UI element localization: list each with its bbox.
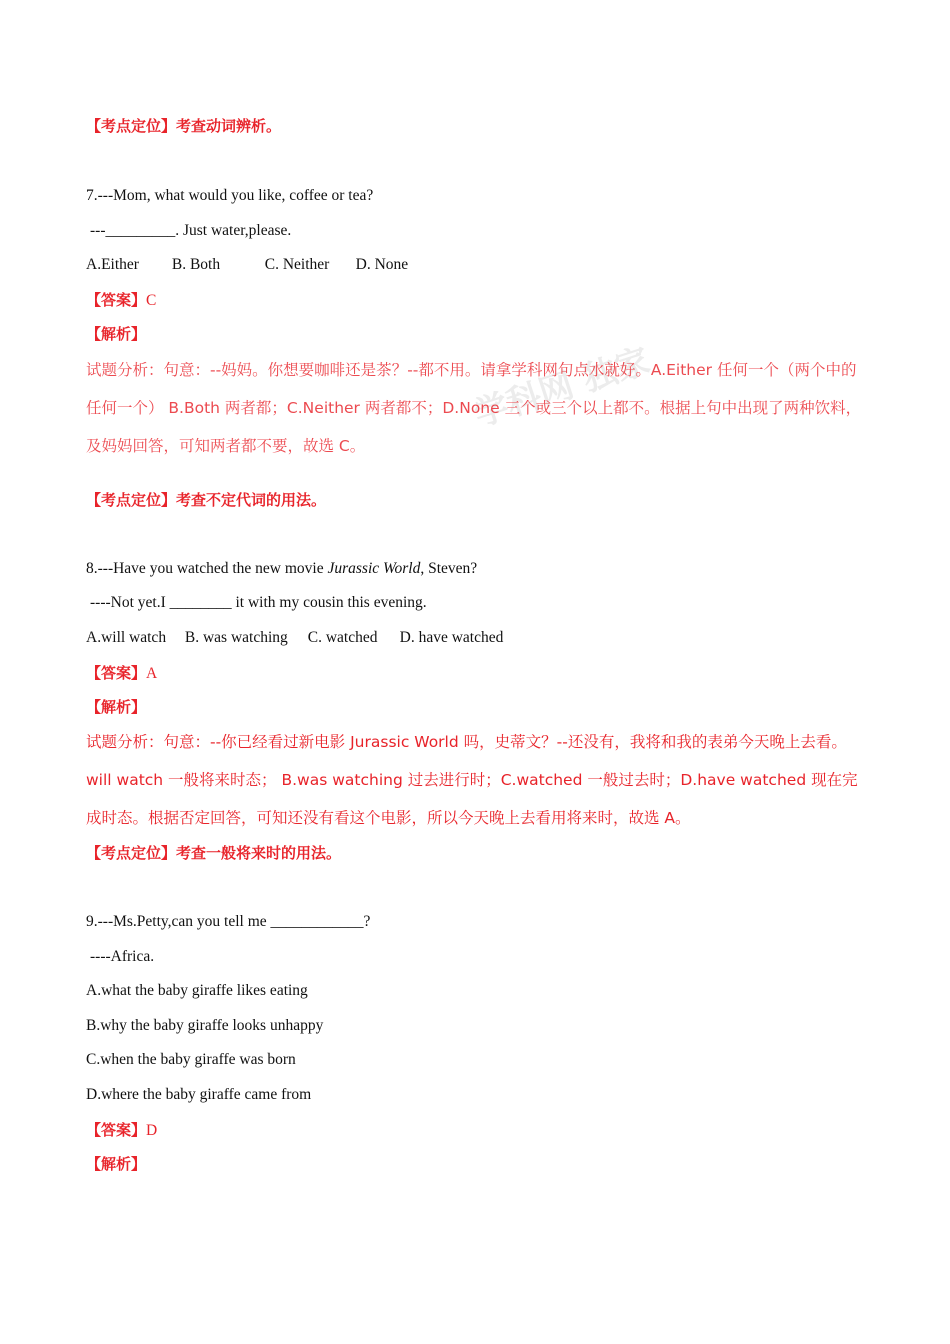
q9-option-c: C.when the baby giraffe was born xyxy=(86,1051,296,1068)
q8-option-d: D. have watched xyxy=(399,629,504,646)
q9-option-b: B.why the baby giraffe looks unhappy xyxy=(86,1017,324,1034)
q8-option-b: B. was watching xyxy=(184,629,288,646)
q8-prompt-pre: 8.---Have you watched the new movie xyxy=(86,560,328,577)
q7-explanation: 试题分析：句意：--妈妈。你想要咖啡还是茶？--都不用。请拿学科网句点水就好。A.Either 任何一个（两个中的任何一个） B.Both 两者都；C.Neither 两者都不；D.None 三个或三个以上都不。根据上句中出现了两种饮料，及妈妈回答，可知两者都不要，故选 C。 xyxy=(86,361,862,455)
q8-explanation: 试题分析：句意：--你已经看过新电影 Jurassic World 吗，史蒂文？--还没有，我将和我的表弟今天晚上去看。will watch 一般将来时态； B.was watching 过去进行时；C.watched 一般过去时；D.have watched 现在完成时态。根据否定回答，可知还没有看这个电影，所以今天晚上去看用将来时，故选 A。 xyxy=(86,733,858,827)
q9-prompt: 9.---Ms.Petty,can you tell me ____________? xyxy=(86,913,371,930)
q8-answer xyxy=(86,663,157,684)
q7-focus: 【考点定位】考查不定代词的用法。 xyxy=(86,491,327,509)
q7-option-c: C. Neither xyxy=(264,256,330,273)
q9-response: ----Africa. xyxy=(90,948,155,965)
q8-option-a: A.will watch xyxy=(86,629,167,646)
q9-option-d: D.where the baby giraffe came from xyxy=(86,1086,312,1103)
q9-answer xyxy=(86,1120,157,1141)
q7-prompt: 7.---Mom, what would you like, coffee or tea? xyxy=(86,187,374,204)
q9-answer-value: D xyxy=(146,1122,158,1139)
q8-answer-label: 【答案】 xyxy=(86,664,147,682)
q7-answer-value: C xyxy=(146,292,157,309)
q7-option-b: B. Both xyxy=(171,256,221,273)
q7-answer xyxy=(86,290,156,311)
q8-analysis-label: 【解析】 xyxy=(86,698,147,716)
q8-options xyxy=(86,628,503,648)
q8-answer-value: A xyxy=(146,665,158,682)
q7-options xyxy=(86,255,408,275)
q7-answer-label: 【答案】 xyxy=(86,291,147,309)
q9-answer-label: 【答案】 xyxy=(86,1121,147,1139)
q9-analysis-label: 【解析】 xyxy=(86,1155,147,1173)
q7-response: ---_________. Just water,please. xyxy=(90,222,292,239)
q9-option-a: A.what the baby giraffe likes eating xyxy=(86,982,308,999)
q8-response: ----Not yet.I ________ it with my cousin this evening. xyxy=(90,594,427,611)
q8-movie-title: Jurassic World xyxy=(327,560,421,577)
q8-focus: 【考点定位】考查一般将来时的用法。 xyxy=(86,844,342,862)
q8-prompt-post: , Steven? xyxy=(420,560,478,577)
q8-option-c: C. watched xyxy=(307,629,378,646)
q7-option-a: A.Either xyxy=(86,256,139,273)
q8-prompt xyxy=(86,559,477,579)
q7-analysis-label: 【解析】 xyxy=(86,325,147,343)
prev-focus: 【考点定位】考查动词辨析。 xyxy=(86,117,282,135)
watermark: 学科网 独家 xyxy=(469,340,655,435)
q7-option-d: D. None xyxy=(355,256,409,273)
